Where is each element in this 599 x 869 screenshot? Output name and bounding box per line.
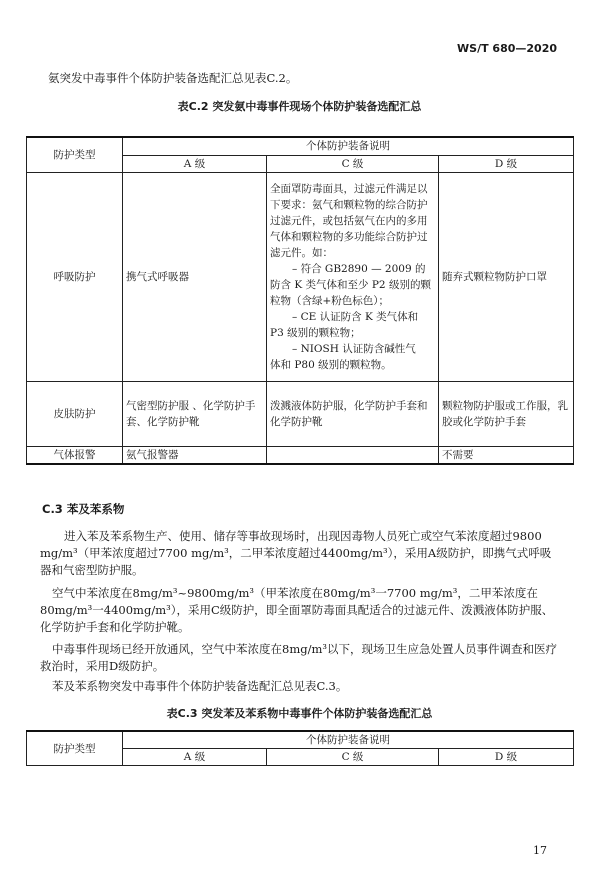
header-level-c: C 级 <box>267 155 439 172</box>
cell-level-c <box>267 172 439 381</box>
paragraph: 中毒事件现场已经开放通风，空气中苯浓度在8mg/m³以下，现场卫生应急处置人员事件调查和医疗救治时，采用D级防护。 <box>40 642 557 673</box>
standard-number: WS/T 680—2020 <box>457 42 557 55</box>
header-equipment-desc: 个体防护装备说明 <box>123 137 574 155</box>
table-c3 <box>26 730 574 766</box>
header-level-c: C 级 <box>267 749 439 766</box>
cell-level-a: 气密型防护服 、化学防护手套、化学防护靴 <box>123 381 267 446</box>
header-level-d: D 级 <box>439 749 574 766</box>
c-item3-rest: 体和 P80 级别的颗粒物。 <box>270 358 392 371</box>
c-item2-rest: P3 级别的颗粒物； <box>270 326 361 339</box>
paragraph: 空气中苯浓度在8mg/m³~9800mg/m³（甲苯浓度在80mg/m³一7700 mg/m³，二甲苯浓度在80mg/m³一4400mg/m³），采用C级防护，即全面罩防毒面具配适合的过滤元件、泼溅液体防护服、化学防护手套和化学防护靴。 <box>40 586 554 634</box>
c-item2-first: – CE 认证防含 K 类气体和 <box>292 310 419 323</box>
header-level-d: D 级 <box>439 155 574 172</box>
cell-type: 气体报警 <box>27 446 123 464</box>
c-line: 全面罩防毒面具，过滤元件满足以 <box>270 182 428 195</box>
cell-level-d: 不需要 <box>439 446 574 464</box>
header-level-a: A 级 <box>123 749 267 766</box>
c-line: 下要求：氨气和颗粒物的综合防护 <box>270 198 428 211</box>
cell-type: 呼吸防护 <box>27 172 123 381</box>
cell-level-a: 携气式呼吸器 <box>123 172 267 381</box>
table-row-gas-alarm <box>27 446 574 464</box>
c-line: 过滤元件，或包括氨气在内的多用 <box>270 214 428 227</box>
cell-level-a: 氨气报警器 <box>123 446 267 464</box>
table-row-respiratory <box>27 172 574 381</box>
table-row-skin <box>27 381 574 446</box>
header-protection-type: 防护类型 <box>27 731 123 766</box>
page-number: 17 <box>533 844 547 857</box>
header-equipment-desc: 个体防护装备说明 <box>123 731 574 749</box>
table-c2-caption: 表C.2 突发氨中毒事件现场个体防护装备选配汇总 <box>177 100 422 113</box>
paragraph: 苯及苯系物突发中毒事件个体防护装备选配汇总见表C.3。 <box>52 679 348 693</box>
cell-level-d: 随弃式颗粒物防护口罩 <box>439 172 574 381</box>
paragraph: 进入苯及苯系物生产、使用、储存等事故现场时，出现因毒物人员死亡或空气苯浓度超过9800 mg/m³（甲苯浓度超过7700 mg/m³，二甲苯浓度超过4400mg/m³），采用A级防护，即携气式呼吸器和气密型防护服。 <box>40 529 552 577</box>
header-protection-type: 防护类型 <box>27 137 123 172</box>
cell-level-c: 泼溅液体防护服，化学防护手套和化学防护靴 <box>267 381 439 446</box>
c-item3-first: – NIOSH 认证防含碱性气 <box>292 342 416 355</box>
table-c3-caption: 表C.3 突发苯及苯系物中毒事件个体防护装备选配汇总 <box>166 707 433 720</box>
header-level-a: A 级 <box>123 155 267 172</box>
c-item1-rest: 防含 K 类气体和至少 P2 级别的颗 <box>270 278 431 291</box>
c-line: 气体和颗粒物的多功能综合防护过 <box>270 230 428 243</box>
c-item1-last: 粒物（含绿+粉色标色）； <box>270 294 390 307</box>
c-line: 滤元件。如： <box>270 246 333 259</box>
section-heading: C.3 苯及苯系物 <box>42 502 125 516</box>
table-c2 <box>26 136 574 465</box>
cell-level-d: 颗粒物防护服或工作服，乳胶或化学防护手套 <box>439 381 574 446</box>
cell-level-c <box>267 446 439 464</box>
cell-type: 皮肤防护 <box>27 381 123 446</box>
c-item1-first: – 符合 GB2890 — 2009 的 <box>292 262 426 275</box>
intro-text: 氨突发中毒事件个体防护装备选配汇总见表C.2。 <box>48 71 298 85</box>
